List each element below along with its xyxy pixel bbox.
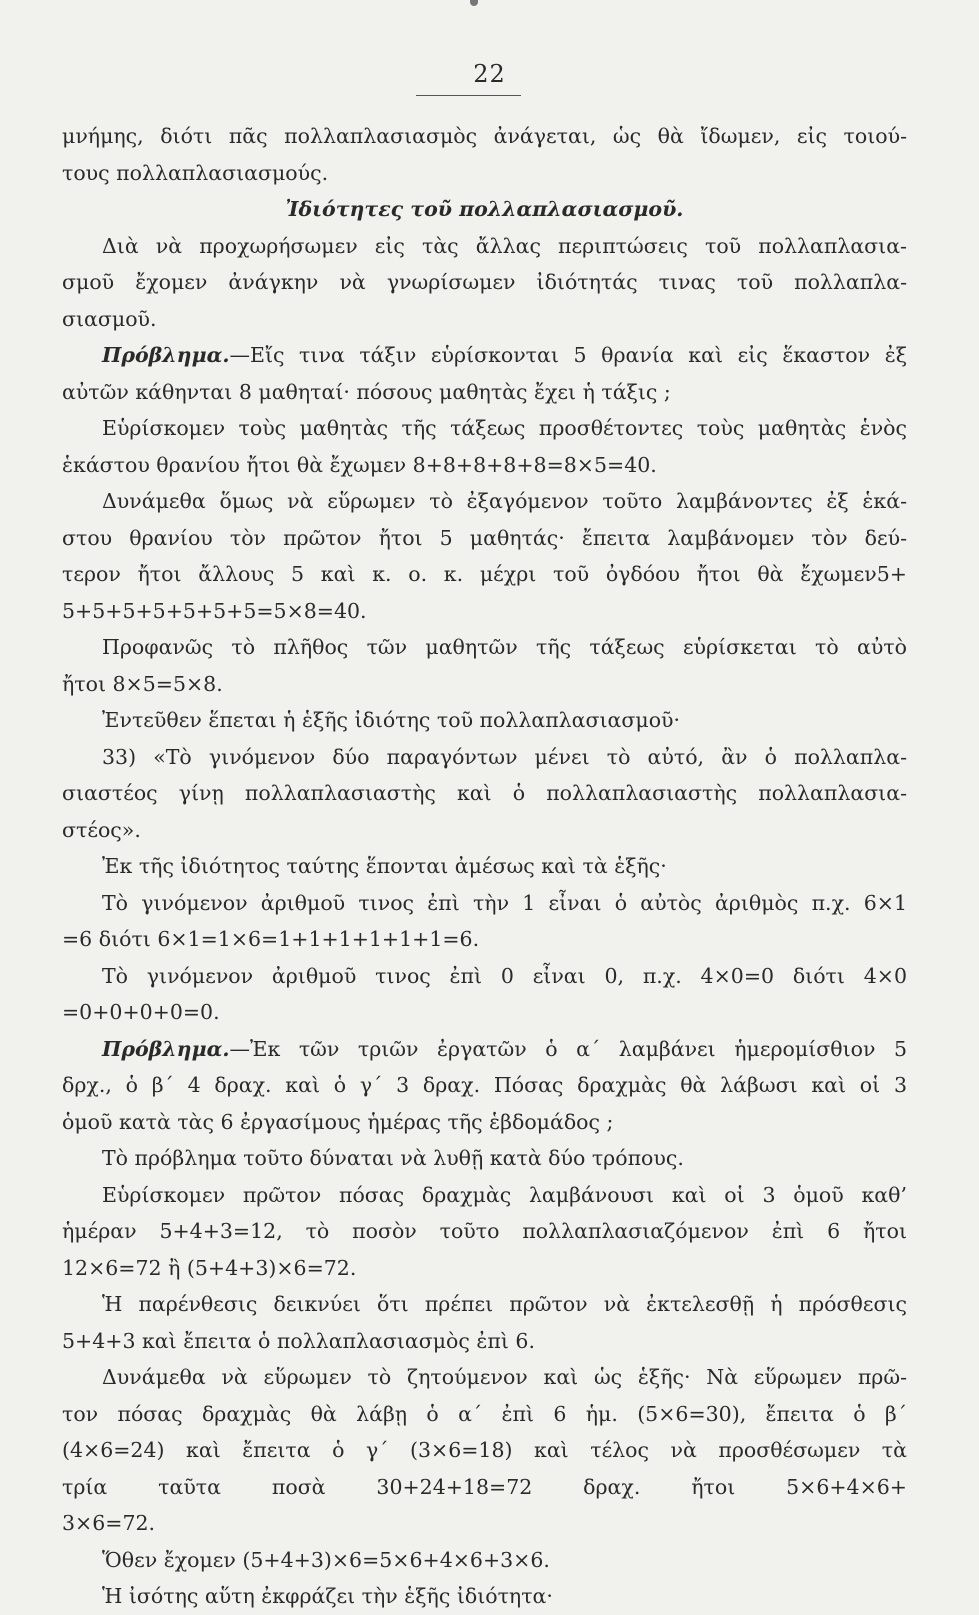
text-line: [62, 629, 907, 666]
body-text: [62, 118, 907, 1615]
text-line: [62, 447, 907, 484]
text-line: [62, 1396, 907, 1433]
text-line: [62, 1359, 907, 1396]
line-text: =0+0+0+0=0.: [62, 1000, 220, 1024]
text-line: [62, 702, 907, 739]
text-line: [62, 885, 907, 922]
line-text: Προφανῶς τὸ πλῆθος τῶν μαθητῶν τῆς τάξεως εὑρίσκεται τὸ αὐτὸ: [102, 635, 907, 659]
text-line: [62, 1505, 907, 1542]
text-line: [62, 1177, 907, 1214]
problem-label: Πρόβλημα.: [102, 1036, 230, 1061]
line-text: 3×6=72.: [62, 1511, 156, 1535]
line-text: Εὑρίσκομεν τοὺς μαθητὰς τῆς τάξεως προσθέτοντες τοὺς μαθητὰς ἑνὸς: [102, 416, 907, 440]
text-line: [62, 1250, 907, 1287]
text-line: [62, 1578, 907, 1615]
line-text: —Ἐκ τῶν τριῶν ἐργατῶν ὁ α´ λαμβάνει ἡμερομίσθιον 5: [229, 1036, 907, 1061]
text-line: [62, 228, 907, 265]
line-text: =6 διότι 6×1=1×6=1+1+1+1+1+1=6.: [62, 927, 480, 951]
section-heading: [62, 191, 907, 228]
text-line: [62, 520, 907, 557]
line-text: ἤτοι 8×5=5×8.: [62, 671, 223, 696]
line-text: Δυνάμεθα νὰ εὕρωμεν τὸ ζητούμενον καὶ ὡς ἑξῆς· Νὰ εὕρωμεν πρῶ-: [102, 1365, 907, 1389]
line-text: στου θρανίου τὸν πρῶτον ἤτοι 5 μαθητάς· ἔπειτα λαμβάνομεν τὸν δεύ-: [62, 525, 907, 550]
line-text: Ἡ παρένθεσις δεικνύει ὅτι πρέπει πρῶτον νὰ ἐκτελεσθῇ ἡ πρόσθεσις: [102, 1292, 907, 1316]
line-text: Ἐντεῦθεν ἕπεται ἡ ἑξῆς ἰδιότης τοῦ πολλαπλασιασμοῦ·: [102, 708, 681, 732]
text-line: [62, 410, 907, 447]
line-text: αὐτῶν κάθηνται 8 μαθηταί· πόσους μαθητὰς ἔχει ἡ τάξις ;: [62, 379, 671, 404]
line-text: σιασμοῦ.: [62, 306, 157, 331]
text-line: [62, 337, 907, 374]
line-text: τον πόσας δραχμὰς θὰ λάβῃ ὁ α´ ἐπὶ 6 ἡμ. (5×6=30), ἔπειτα ὁ β´: [62, 1401, 907, 1426]
line-text: Τὸ γινόμενον ἀριθμοῦ τινος ἐπὶ 0 εἶναι 0, π.χ. 4×0=0 διότι 4×0: [102, 963, 907, 988]
line-text: Ὅθεν ἔχομεν (5+4+3)×6=5×6+4×6+3×6.: [102, 1547, 550, 1572]
ink-mark: [470, 0, 478, 6]
line-text: (4×6=24) καὶ ἔπειτα ὁ γ´ (3×6=18) καὶ τέλος νὰ προσθέσωμεν τὰ: [62, 1438, 907, 1462]
text-line: [62, 1104, 907, 1141]
text-line: [62, 775, 907, 812]
text-line: [62, 483, 907, 520]
line-text: Εὑρίσκομεν πρῶτον πόσας δραχμὰς λαμβάνουσι καὶ οἱ 3 ὁμοῦ καθ’: [102, 1182, 907, 1207]
text-line: [62, 812, 907, 849]
line-text: ὁμοῦ κατὰ τὰς 6 ἐργασίμους ἡμέρας τῆς ἑβδομάδος ;: [62, 1109, 614, 1134]
line-text: Ἡ ἰσότης αὕτη ἐκφράζει τὴν ἑξῆς ἰδιότητα·: [102, 1584, 553, 1608]
line-text: ἑκάστου θρανίου ἤτοι θὰ ἔχωμεν 8+8+8+8+8=8×5=40.: [62, 452, 657, 477]
text-line: [62, 739, 907, 776]
line-text: Τὸ πρόβλημα τοῦτο δύναται νὰ λυθῇ κατὰ δύο τρόπους.: [102, 1146, 684, 1170]
line-text: Ἰδιότητες τοῦ πολλαπλασιασμοῦ.: [285, 197, 684, 221]
text-line: [62, 958, 907, 995]
text-line: [62, 1542, 907, 1579]
line-text: —Εἴς τινα τάξιν εὑρίσκονται 5 θρανία καὶ εἰς ἕκαστον ἐξ: [229, 343, 907, 367]
text-line: [62, 301, 907, 338]
text-line: [62, 155, 907, 192]
page-number: 22: [473, 60, 506, 88]
line-text: 12×6=72 ἢ (5+4+3)×6=72.: [62, 1255, 357, 1280]
text-line: [62, 593, 907, 630]
line-text: στέος».: [62, 817, 141, 842]
text-line: [62, 374, 907, 411]
text-line: [62, 848, 907, 885]
page-number-rule: [416, 95, 521, 96]
line-text: Διὰ νὰ προχωρήσωμεν εἰς τὰς ἄλλας περιπτώσεις τοῦ πολλαπλασια-: [102, 233, 907, 258]
text-line: [62, 1031, 907, 1068]
text-line: [62, 1213, 907, 1250]
problem-label: Πρόβλημα.: [102, 343, 230, 367]
line-text: 33) «Τὸ γινόμενον δύο παραγόντων μένει τὸ αὐτό, ἂν ὁ πολλαπλα-: [102, 744, 907, 769]
line-text: 5+5+5+5+5+5+5=5×8=40.: [62, 598, 367, 623]
text-line: [62, 1286, 907, 1323]
text-line: [62, 1432, 907, 1469]
text-line: [62, 666, 907, 703]
line-text: μνήμης, διότι πᾶς πολλαπλασιασμὸς ἀνάγεται, ὡς θὰ ἴδωμεν, εἰς τοιού-: [62, 124, 907, 148]
line-text: Ἐκ τῆς ἰδιότητος ταύτης ἕπονται ἀμέσως καὶ τὰ ἑξῆς·: [102, 854, 667, 878]
line-text: σμοῦ ἔχομεν ἀνάγκην νὰ γνωρίσωμεν ἰδιότητάς τινας τοῦ πολλαπλα-: [62, 270, 907, 294]
line-text: Δυνάμεθα ὅμως νὰ εὕρωμεν τὸ ἐξαγόμενον τοῦτο λαμβάνοντες ἐξ ἑκά-: [102, 489, 907, 513]
line-text: δρχ., ὁ β´ 4 δραχ. καὶ ὁ γ´ 3 δραχ. Πόσας δραχμὰς θὰ λάβωσι καὶ οἱ 3: [62, 1073, 907, 1097]
text-line: [62, 118, 907, 155]
text-line: [62, 556, 907, 593]
text-line: [62, 1323, 907, 1360]
text-line: [62, 921, 907, 958]
line-text: σιαστέος γίνῃ πολλαπλασιαστὴς καὶ ὁ πολλαπλασιαστὴς πολλαπλασια-: [62, 781, 907, 805]
line-text: 5+4+3 καὶ ἔπειτα ὁ πολλαπλασιασμὸς ἐπὶ 6.: [62, 1328, 535, 1353]
text-line: [62, 1140, 907, 1177]
line-text: τους πολλαπλασιασμούς.: [62, 160, 329, 185]
line-text: ἡμέραν 5+4+3=12, τὸ ποσὸν τοῦτο πολλαπλασιαζόμενον ἐπὶ 6 ἤτοι: [62, 1219, 907, 1243]
line-text: τρία ταῦτα ποσὰ 30+24+18=72 δραχ. ἤτοι 5×6+4×6+: [62, 1474, 907, 1499]
text-line: [62, 264, 907, 301]
line-text: Τὸ γινόμενον ἀριθμοῦ τινος ἐπὶ τὴν 1 εἶναι ὁ αὐτὸς ἀριθμὸς π.χ. 6×1: [102, 890, 907, 915]
text-line: [62, 1067, 907, 1104]
line-text: τερον ἤτοι ἄλλους 5 καὶ κ. ο. κ. μέχρι τοῦ ὀγδόου ἤτοι θὰ ἔχωμεν5+: [62, 562, 907, 586]
text-line: [62, 994, 907, 1031]
